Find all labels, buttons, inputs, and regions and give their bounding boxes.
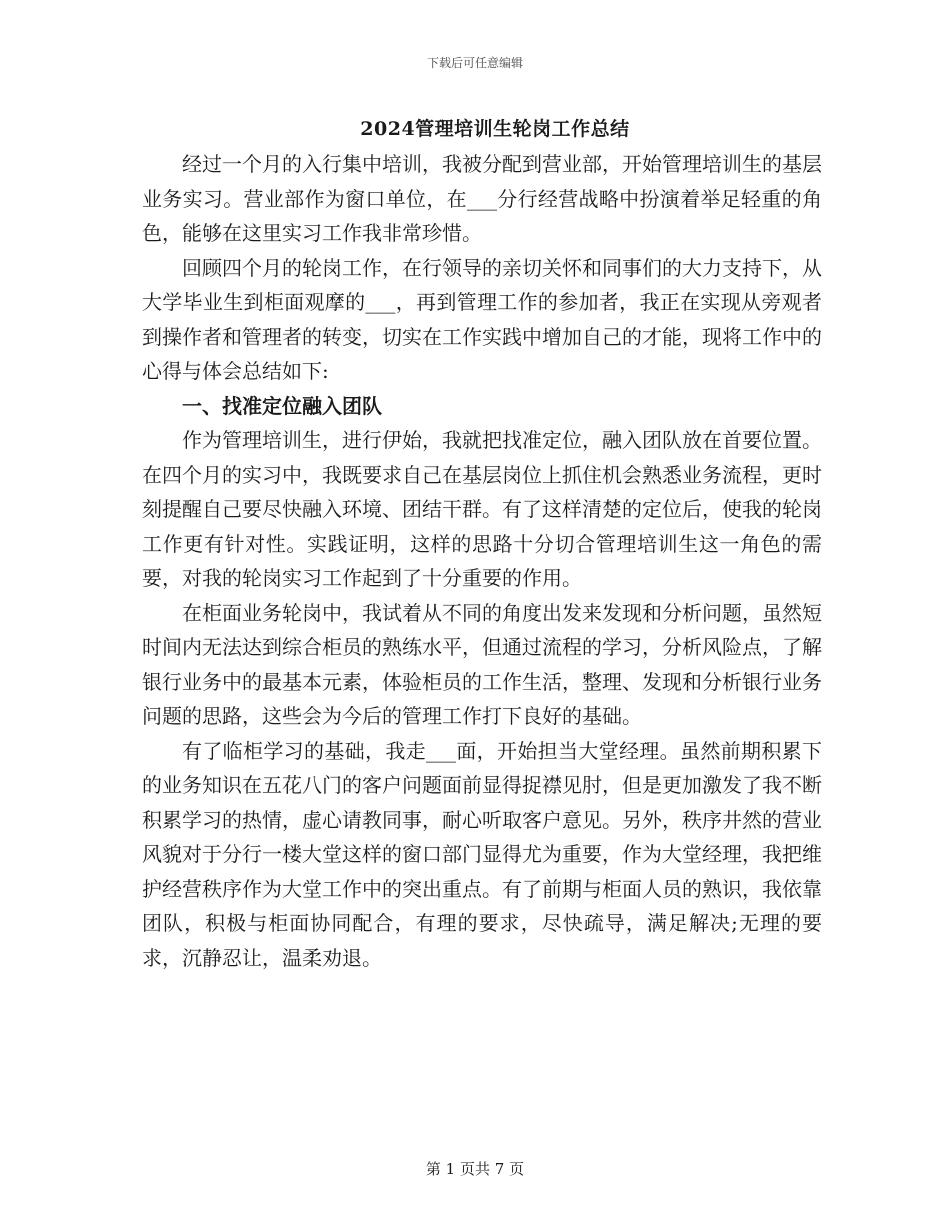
document-title: 2024管理培训生轮岗工作总结 [360,118,630,140]
intro-paragraph-2: 回顾四个月的轮岗工作，在行领导的亲切关怀和同事们的大力支持下，从大学毕业生到柜面观摩的___，再到管理工作的参加者，我正在实现从旁观者到操作者和管理者的转变，切实在工作实践中增加自己的才能，现将工作中的心得与体会总结如下: [142,255,822,383]
intro-paragraph-1: 经过一个月的入行集中培训，我被分配到营业部，开始管理培训生的基层业务实习。营业部作为窗口单位，在___分行经营战略中扮演着举足轻重的角色，能够在这里实习工作我非常珍惜。 [142,152,822,245]
section1-paragraph-1: 作为管理培训生，进行伊始，我就把找准定位，融入团队放在首要位置。在四个月的实习中，我既要求自己在基层岗位上抓住机会熟悉业务流程，更时刻提醒自己要尽快融入环境、团结干群。有了这样清楚的定位后，使我的轮岗工作更有针对性。实践证明，这样的思路十分切合管理培训生这一角色的需要，对我的轮岗实习工作起到了十分重要的作用。 [142,428,822,590]
document-body [142,147,822,975]
section1-paragraph-3: 有了临柜学习的基础，我走___面，开始担当大堂经理。虽然前期积累下的业务知识在五花八门的客户问题面前显得捉襟见肘，但是更加激发了我不断积累学习的热情，虚心请教同事，耐心听取客户意见。另外，秩序井然的营业风貌对于分行一楼大堂这样的窗口部门显得尤为重要，作为大堂经理，我把维护经营秩序作为大堂工作中的突出重点。有了前期与柜面人员的熟识，我依靠团队，积极与柜面协同配合，有理的要求，尽快疏导，满足解决;无理的要求，沉静忍让，温柔劝退。 [142,738,822,970]
section-heading-1: 一、找准定位融入团队 [182,393,382,418]
page-footer: 第 1 页共 7 页 [425,1160,525,1178]
page-header-note: 下载后可任意编辑 [426,56,523,70]
section1-paragraph-2: 在柜面业务轮岗中，我试着从不同的角度出发来发现和分析问题，虽然短时间内无法达到综合柜员的熟练水平，但通过流程的学习，分析风险点，了解银行业务中的最基本元素，体验柜员的工作生活，整理、发现和分析银行业务问题的思路，这些会为今后的管理工作打下良好的基础。 [142,600,822,728]
